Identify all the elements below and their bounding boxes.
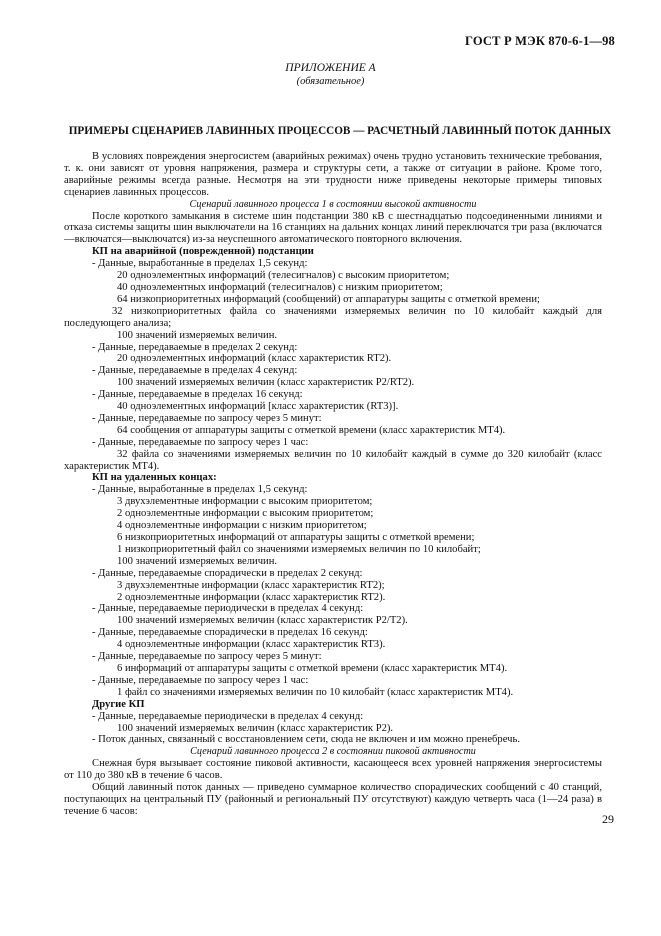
text-line: 64 сообщения от аппаратуры защиты с отметкой времени (класс характеристик MT4). <box>117 424 506 436</box>
appendix-heading <box>0 62 661 88</box>
text-line: 100 значений измеряемых величин. <box>117 555 278 567</box>
text-line: 20 одноэлементных информаций (класс характеристик RT2). <box>117 353 392 365</box>
text-line: 100 значений измеряемых величин. <box>117 329 278 341</box>
text-line: 4 одноэлементные информации с низким приоритетом; <box>117 520 367 532</box>
text-line: 6 низкоприоритетных информаций от аппаратуры защиты с отметкой времени; <box>117 532 475 543</box>
text-line: КП на аварийной (поврежденной) подстанции <box>92 246 314 258</box>
text-line: Общий лавинный поток данных — приведено суммарное количество спорадических сообщений с 40 станций, поступающих на центральный ПУ (районный и региональный ПУ отсутствуют) каждую четверть часа (1—24 раза) в течение 6 часов: <box>64 782 602 817</box>
text-line: В условиях повреждения энергосистем (аварийных режимах) очень трудно установить технические требования, т. к. они зависят от уровня напряжения, размера и структуры сети, а также от ситуации в районе. Кроме того, аварийные режимы всегда разные. Несмотря на эти трудности ниже приведены некоторые примеры типовых сценариев лавинных процессов. <box>64 151 602 198</box>
text-line: 32 файла со значениями измеряемых величин по 10 килобайт каждый в сумме до 320 килобайт (класс характеристик MT4). <box>64 448 602 472</box>
text-line: 100 значений измеряемых величин (класс характеристик P2/RT2). <box>117 377 415 389</box>
text-line: - Данные, передаваемые спорадически в пределах 2 секунд: <box>92 567 363 579</box>
text-line: - Данные, передаваемые спорадически в пределах 16 секунд: <box>92 627 368 639</box>
text-line: Сценарий лавинного процесса 1 в состоянии высокой активности <box>189 198 477 210</box>
text-line: 32 низкоприоритетных файла со значениями измеряемых величин по 10 килобайт каждый для последующего анализа; <box>64 305 602 329</box>
document-code-header: ГОСТ Р МЭК 870-6-1—98 <box>464 34 615 48</box>
text-line: - Данные, передаваемые периодически в пределах 4 секунд: <box>92 603 364 615</box>
text-line: 3 двухэлементные информации с высоким приоритетом; <box>117 496 373 508</box>
page-number: 29 <box>602 812 614 826</box>
text-line: - Данные, передаваемые по запросу через 1 час: <box>92 436 309 448</box>
text-line: 20 одноэлементных информаций (телесигналов) с высоким приоритетом; <box>117 270 450 282</box>
text-line: 100 значений измеряемых величин (класс характеристик P2/T2). <box>117 615 408 627</box>
text-line: 1 файл со значениями измеряемых величин по 10 килобайт (класс характеристик MT4). <box>117 686 514 698</box>
text-line: - Поток данных, связанный с восстановлением сети, сюда не включен и им можно пренебречь. <box>92 734 520 746</box>
text-line: - Данные, передаваемые периодически в пределах 4 секунд: <box>92 710 364 722</box>
text-line: 3 двухэлементные информации (класс характеристик RT2); <box>117 579 385 591</box>
text-line: 40 одноэлементных информаций [класс характеристик (RT3)]. <box>117 401 399 413</box>
section-title: ПРИМЕРЫ СЦЕНАРИЕВ ЛАВИННЫХ ПРОЦЕССОВ — РАСЧЕТНЫЙ ЛАВИННЫЙ ПОТОК ДАННЫХ <box>68 125 612 137</box>
text-line: - Данные, передаваемые в пределах 16 секунд: <box>92 389 303 401</box>
document-body <box>64 151 602 818</box>
text-line: Другие КП <box>92 698 145 710</box>
text-line: Сценарий лавинного процесса 2 в состоянии пиковой активности <box>190 746 476 758</box>
appendix-note: (обязательное) <box>296 76 365 87</box>
text-line: 2 одноэлементные информации с высоким приоритетом; <box>117 508 374 520</box>
appendix-title: ПРИЛОЖЕНИЕ А <box>285 62 376 74</box>
text-line: - Данные, передаваемые по запросу через 1 час: <box>92 674 309 686</box>
text-line: 6 информаций от аппаратуры защиты с отметкой времени (класс характеристик MT4). <box>117 662 508 674</box>
text-line: КП на удаленных концах: <box>92 472 217 484</box>
text-line: - Данные, передаваемые в пределах 2 секунд: <box>92 341 298 353</box>
text-line: - Данные, передаваемые по запросу через 5 минут: <box>92 651 322 663</box>
text-line: - Данные, выработанные в пределах 1,5 секунд: <box>92 258 308 270</box>
text-line: После короткого замыкания в системе шин подстанции 380 кВ с шестнадцатью подсоединенными линиями и отказа системы защиты шин выключатели на 16 станциях на дальних концах линий переключатся три раза (включатся—включатся—выключатся) из-за неуспешного автоматического повторного включения. <box>64 210 602 246</box>
text-line: 2 одноэлементные информации (класс характеристик RT2). <box>117 591 386 603</box>
text-line: - Данные, передаваемые в пределах 4 секунд: <box>92 365 298 377</box>
text-line: 64 низкоприоритетных информаций (сообщений) от аппаратуры защиты с отметкой времени; <box>117 293 540 305</box>
text-line: 4 одноэлементные информации (класс характеристик RT3). <box>117 639 386 651</box>
text-line: 1 низкоприоритетный файл со значениями измеряемых величин по 10 килобайт; <box>117 543 481 555</box>
text-line: - Данные, выработанные в пределах 1,5 секунд: <box>92 484 308 496</box>
text-line: - Данные, передаваемые по запросу через 5 минут: <box>92 412 322 424</box>
text-line: 100 значений измеряемых величин (класс характеристик P2). <box>117 722 394 734</box>
text-line: Снежная буря вызывает состояние пиковой активности, касающееся всех уровней напряжения энергосистемы от 110 до 380 кВ в течение 6 часов. <box>64 758 602 782</box>
text-line: 40 одноэлементных информаций (телесигналов) с низким приоритетом; <box>117 281 443 293</box>
